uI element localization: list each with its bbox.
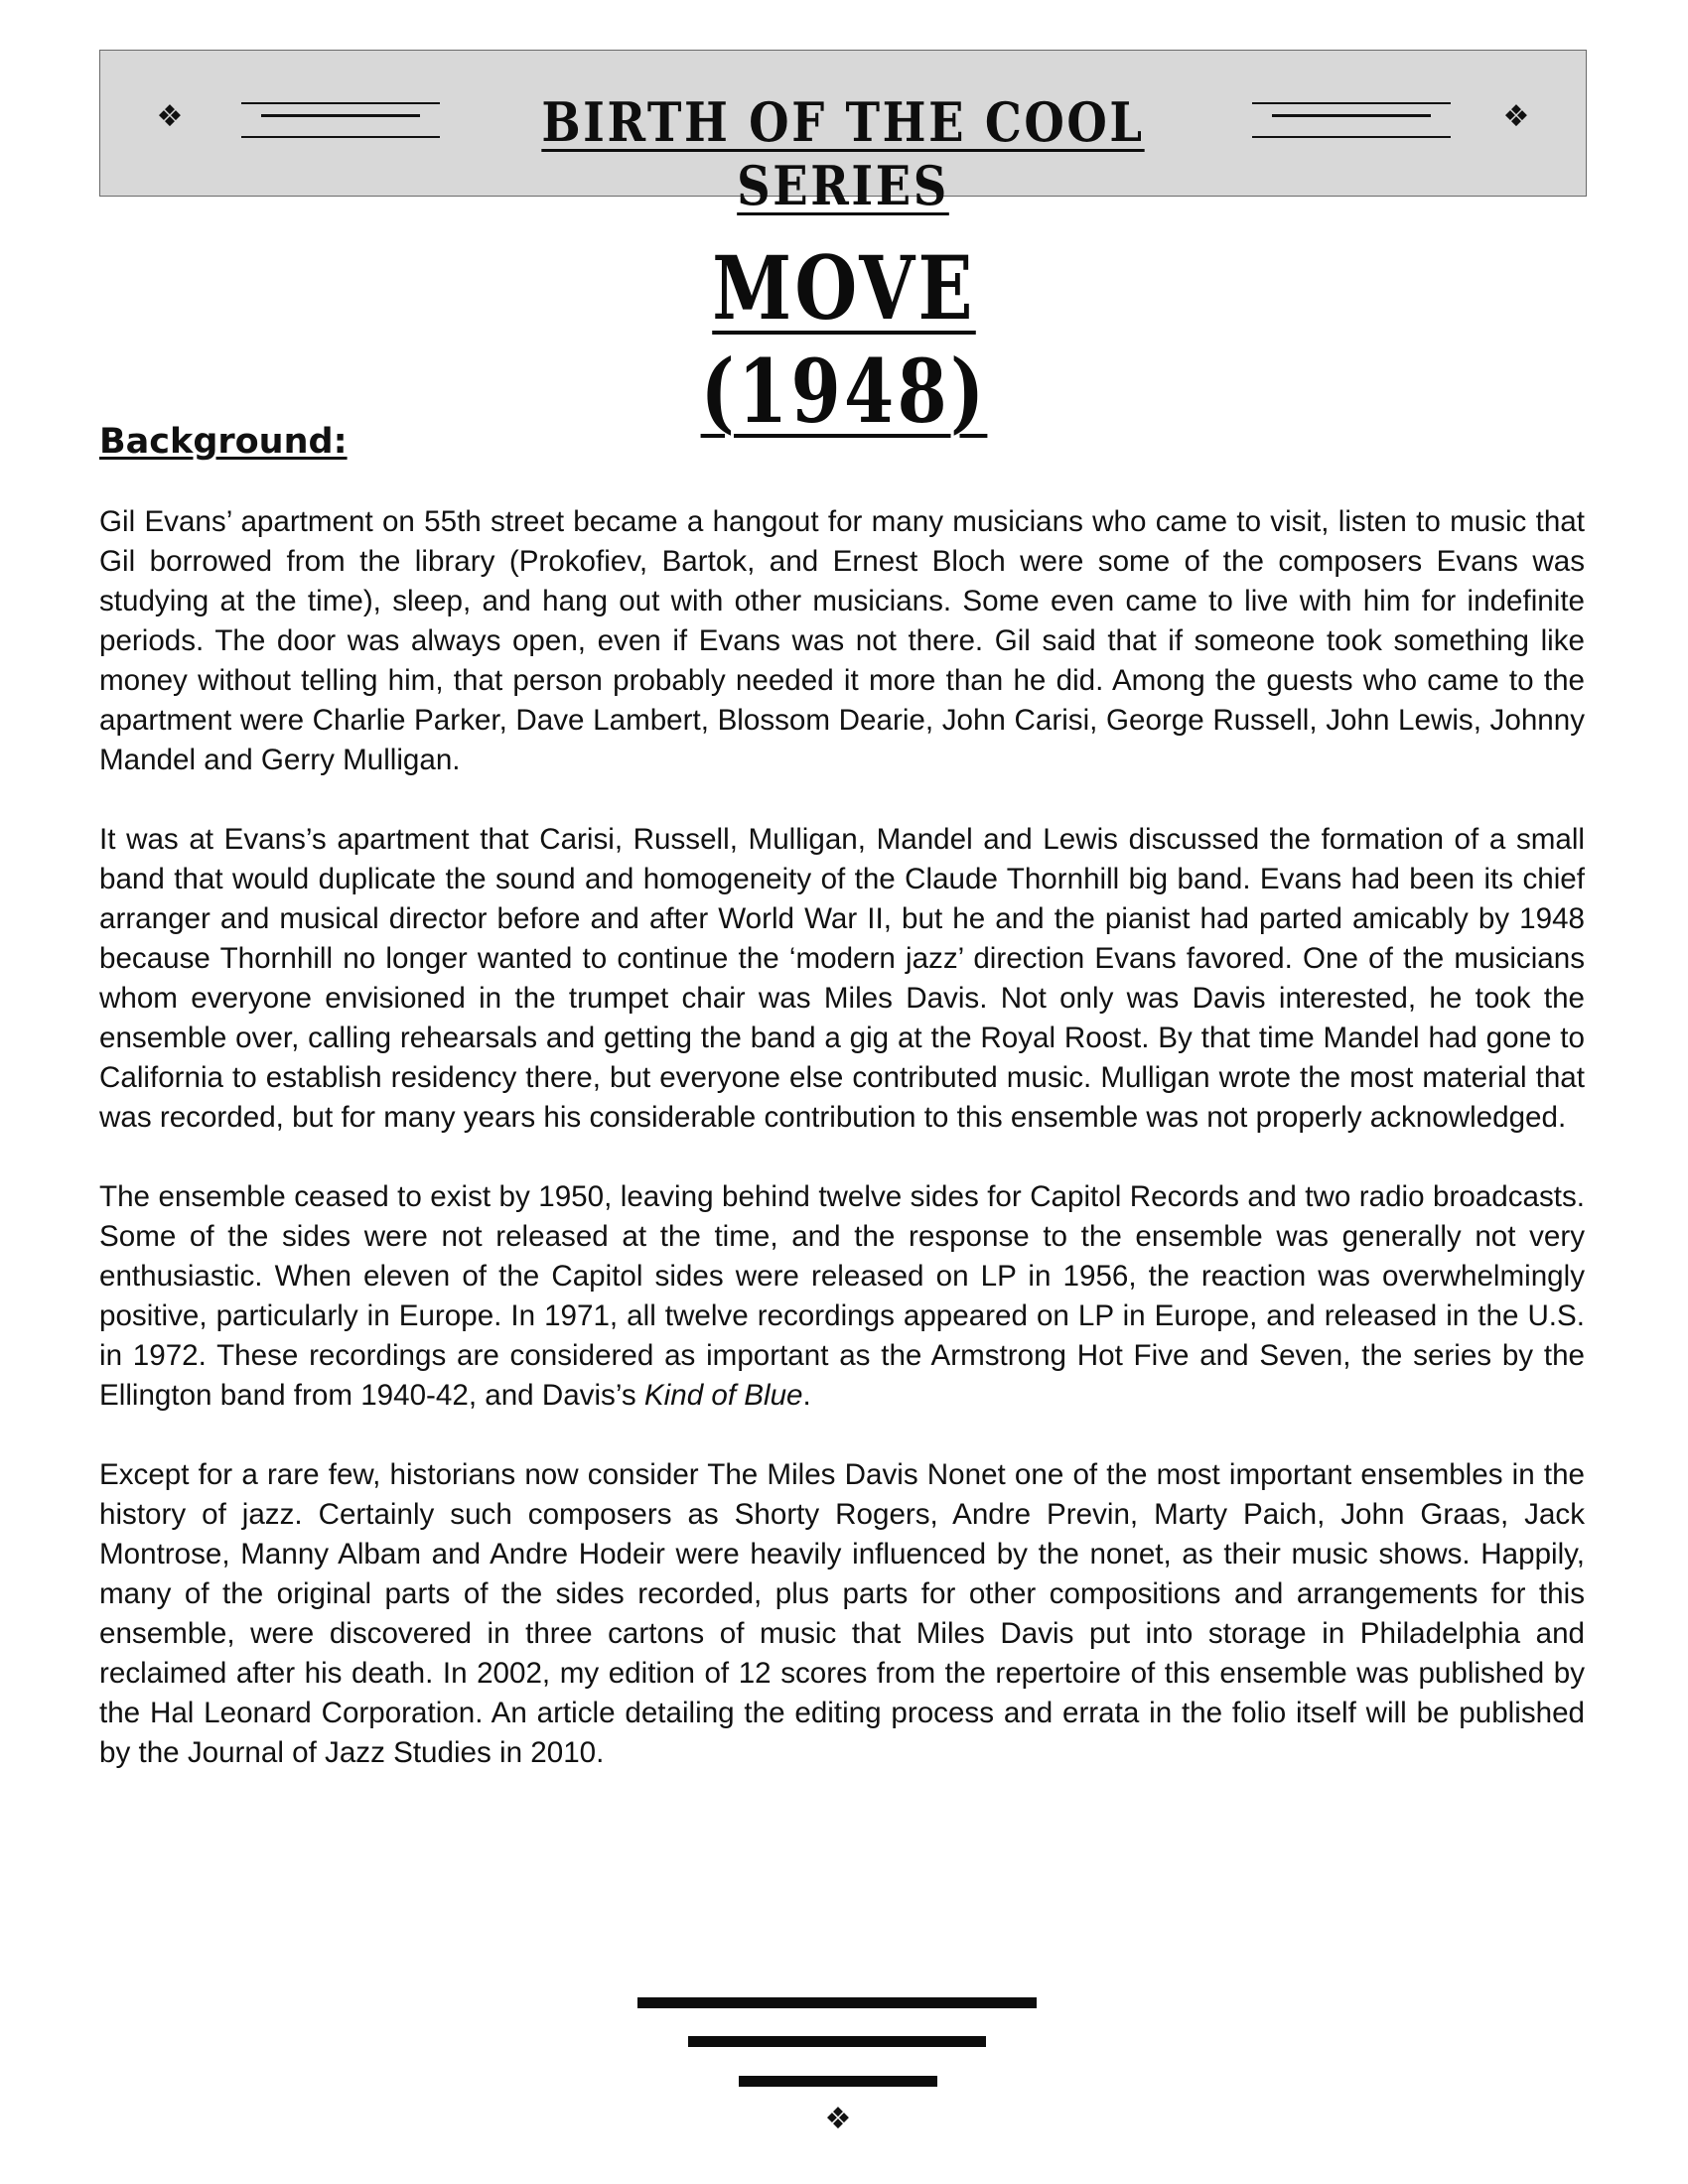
paragraph: It was at Evans’s apartment that Carisi, Russell, Mulligan, Mandel and Lewis discussed the formation of a small band that would duplicate the sound and homogeneity of the Claude Thornhill big band. Evans had been its chief arranger and musical director before and after World War II, but he and the pianist had parted amicably by 1948 because Thornhill no longer wanted to continue the ‘modern jazz’ direction Evans favored. One of the musicians whom everyone envisioned in the trumpet chair was Miles Davis. Not only was Davis interested, he took the ensemble over, calling rehearsals and getting the band a gig at the Royal Roost. By that time Mandel had gone to California to establish residency there, but everyone else contributed music. Mulligan wrote the most material that was recorded, but for many years his considerable contribution to this ensemble was not properly acknowledged. [99,823,1585,1134]
album-title: Kind of Blue [643,1379,803,1412]
diamond-ornament-icon: ❖ [824,2102,852,2136]
document-title: MOVE (1948) [700,236,988,443]
diamond-ornament-icon: ❖ [1502,99,1530,134]
banner-rule-right [1252,102,1451,142]
section-heading: Background: [99,422,348,462]
paragraph-text: The ensemble ceased to exist by 1950, leaving behind twelve sides for Capitol Records and two radio broadcasts. Some of the sides were not released at the time, and the response to the ensemble was generally not very enthusiastic. When eleven of the Capitol sides were released on LP in 1956, the reaction was overwhelmingly positive, particularly in Europe. In 1971, all twelve recordings appeared on LP in Europe, and released in the U.S. in 1972. These recordings are considered as important as the Armstrong Hot Five and Seven, the series by the Ellington band from 1940-42, and Davis’s [99,1180,1585,1412]
paragraph-text-end: . [802,1379,811,1412]
diamond-ornament-icon: ❖ [156,99,184,134]
banner-rule-left [241,102,440,142]
footer-rule-medium [688,2036,986,2047]
footer-rule-long [637,1997,1037,2008]
series-title: BIRTH OF THE COOL SERIES [541,90,1145,217]
body-text [99,502,1585,1813]
paragraph: Gil Evans’ apartment on 55th street became a hangout for many musicians who came to visit, listen to music that Gil borrowed from the library (Prokofiev, Bartok, and Ernest Bloch were some of the composers Evans was studying at the time), sleep, and hang out with other musicians. Some even came to live with him for indefinite periods. The door was always open, even if Evans was not there. Gil said that if someone took something like money without telling him, that person probably needed it more than he did. Among the guests who came to the apartment were Charlie Parker, Dave Lambert, Blossom Dearie, John Carisi, George Russell, John Lewis, Johnny Mandel and Gerry Mulligan. [99,505,1585,776]
paragraph: Except for a rare few, historians now consider The Miles Davis Nonet one of the most important ensembles in the history of jazz. Certainly such composers as Shorty Rogers, Andre Previn, Marty Paich, John Graas, Jack Montrose, Manny Albam and Andre Hodeir were heavily influenced by the nonet, as their music shows. Happily, many of the original parts of the sides recorded, plus parts for other compositions and arrangements for this ensemble, were discovered in three cartons of music that Miles Davis put into storage in Philadelphia and reclaimed after his death. In 2002, my edition of 12 scores from the repertoire of this ensemble was published by the Hal Leonard Corporation. An article detailing the editing process and errata in the folio itself will be published by the Journal of Jazz Studies in 2010. [99,1458,1585,1769]
series-banner [99,50,1587,217]
paragraph [99,1177,1585,1416]
footer-rule-short [739,2076,937,2087]
